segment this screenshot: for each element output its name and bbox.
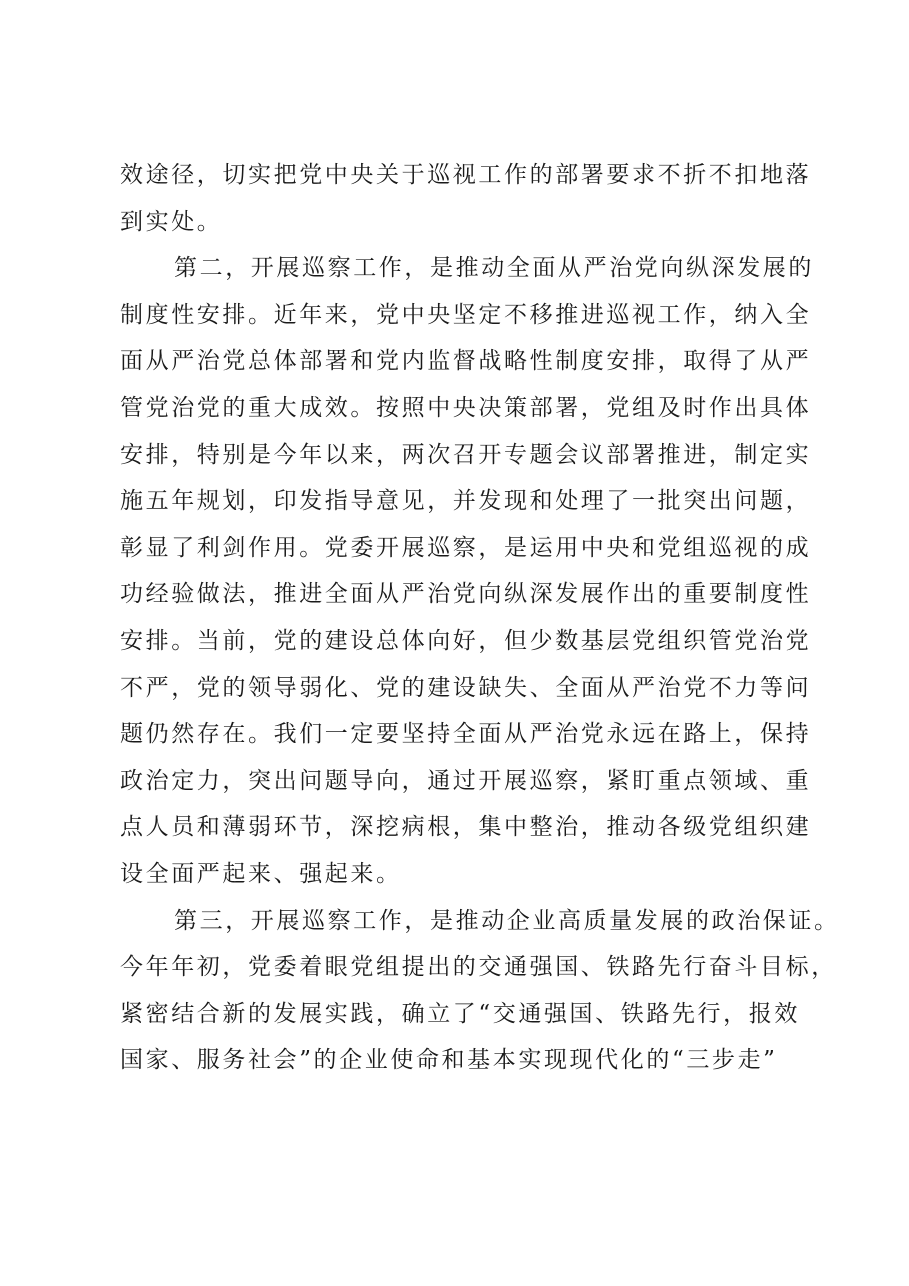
body-text (120, 152, 840, 1084)
text-line: 制度性安排。近年来，党中央坚定不移推进巡视工作，纳入全 (120, 301, 812, 328)
paragraph-start-line: 第三，开展巡察工作，是推动企业高质量发展的政治保证。 (174, 907, 840, 934)
text-line: 国家、服务社会”的企业使命和基本实现现代化的“三步走” (120, 1047, 778, 1074)
text-line: 功经验做法，推进全面从严治党向纵深发展作出的重要制度性 (120, 581, 812, 608)
text-line: 题仍然存在。我们一定要坚持全面从严治党永远在路上，保持 (120, 721, 812, 748)
text-line: 管党治党的重大成效。按照中央决策部署，党组及时作出具体 (120, 394, 812, 421)
text-line: 施五年规划，印发指导意见，并发现和处理了一批突出问题， (120, 488, 812, 515)
text-line: 设全面严起来、强起来。 (120, 860, 402, 887)
text-line: 今年年初，党委着眼党组提出的交通强国、铁路先行奋斗目标， (120, 954, 837, 981)
text-line: 彰显了利剑作用。党委开展巡察，是运用中央和党组巡视的成 (120, 534, 812, 561)
text-line: 面从严治党总体部署和党内监督战略性制度安排，取得了从严 (120, 348, 812, 375)
paragraph-start-line: 第二，开展巡察工作，是推动全面从严治党向纵深发展的 (174, 255, 814, 282)
text-line: 安排，特别是今年以来，两次召开专题会议部署推进，制定实 (120, 441, 812, 468)
text-line: 到实处。 (120, 208, 223, 235)
text-line: 政治定力，突出问题导向，通过开展巡察，紧盯重点领域、重 (120, 767, 812, 794)
text-line: 点人员和薄弱环节，深挖病根，集中整治，推动各级党组织建 (120, 814, 812, 841)
text-line: 紧密结合新的发展实践，确立了“交通强国、铁路先行，报效 (120, 1000, 800, 1027)
text-line: 不严，党的领导弱化、党的建设缺失、全面从严治党不力等问 (120, 674, 812, 701)
text-line: 效途径，切实把党中央关于巡视工作的部署要求不折不扣地落 (120, 162, 812, 188)
text-line: 安排。当前，党的建设总体向好，但少数基层党组织管党治党 (120, 627, 812, 654)
